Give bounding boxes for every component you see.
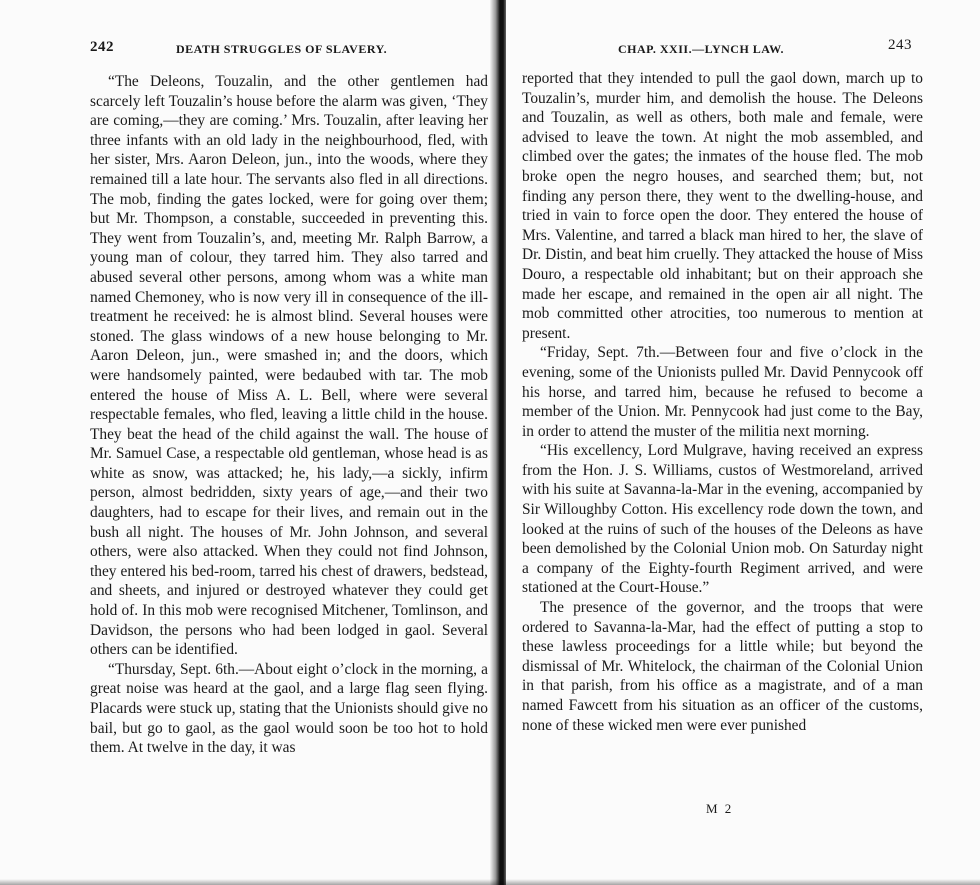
right-continuation-paragraph: reported that they intended to pull the gaol down, march up to Touzalin’s, murder him, and demolish the house. The Deleons and Touzalin, as well as others, both male and female, were advised to leave the town. At night the mob assembled, and climbed over the gates; the inmates of the house fled. The mob broke open the negro houses, and searched them; but, not finding any person there, they went to the dwelling-house, and tried in vain to force open the door. They entered the house of Mrs. Valentine, and tarred a black man hired to her, the slave of Dr. Distin, and beat him cruelly. They attacked the house of Miss Douro, a respectable old inhabitant; but on their approach she made her escape, and remained in the open air all night. The mob committed other atrocities, too numerous to mention at present. (522, 70, 923, 342)
signature-mark: M 2 (706, 801, 734, 816)
right-page-body (522, 69, 923, 735)
left-page-number: 242 (90, 39, 114, 55)
right-paragraph-2: “His excellency, Lord Mulgrave, having received an express from the Hon. J. S. Williams, custos of Westmoreland, arrived with his suite at Savanna-la-Mar in the evening, accompanied by Sir Willoughby Cotton. His excellency rode down the town, and looked at the ruins of such of the houses of the Deleons as have been demolished by the Colonial Union mob. On Saturday night a company of the Eighty-fourth Regiment arrived, and were stationed at the Court-House.” (522, 442, 923, 597)
right-running-head: CHAP. XXII.—LYNCH LAW. (618, 42, 785, 56)
left-page-body (90, 72, 488, 758)
left-running-head: DEATH STRUGGLES OF SLAVERY. (176, 42, 388, 56)
right-page (506, 0, 980, 885)
right-paragraph-1: “Friday, Sept. 7th.—Between four and five o’clock in the evening, some of the Unionists pulled Mr. David Pennycook off his horse, and tarred him, because he refused to become a member of the Union. Mr. Pennycook had just come to the Bay, in order to attend the muster of the militia next morning. (522, 344, 923, 440)
right-page-number: 243 (888, 37, 912, 53)
left-paragraph-1: “The Deleons, Touzalin, and the other gentlemen had scarcely left Touzalin’s house before the alarm was given, ‘They are coming,—they are coming.’ Mrs. Touzalin, after leaving her three infants with an old lady in the neighbourhood, fled, with her sister, Mrs. Aaron Deleon, jun., into the woods, where they remained till a late hour. The servants also fled in all directions. The mob, finding the gates locked, were for going over them; but Mr. Thompson, a constable, succeeded in preventing this. They went from Touzalin’s, and, meeting Mr. Ralph Barrow, a young man of colour, they tarred him. They also tarred and abused several other persons, among whom was a white man named Chemoney, who is now very ill in consequence of the ill-treatment he received: he is almost blind. Several houses were stoned. The glass windows of a new house belonging to Mr. Aaron Deleon, jun., were smashed in; and the doors, which were handsomely painted, were bedaubed with tar. The mob entered the house of Miss A. L. Bell, where were several respectable females, who fled, leaving a little child in the house. They beat the head of the child against the wall. The house of Mr. Samuel Case, a respectable old gentleman, whose head is as white as snow, was attacked; he, his lady,—a sickly, infirm person, almost bedridden, sixty years of age,—and their two daughters, had to escape for their lives, and remain out in the bush all night. The houses of Mr. John Johnson, and several others, were also attacked. When they could not find Johnson, they entered his bed-room, tarred his chest of drawers, bedstead, and sheets, and injured or destroyed whatever they could get hold of. In this mob were recognised Mitchener, Tomlinson, and Davidson, the persons who had been lodged in gaol. Several others can be identified. (90, 73, 488, 659)
page-bottom-edge (0, 879, 980, 885)
right-paragraph-3: The presence of the governor, and the troops that were ordered to Savanna-la-Mar, had the effect of putting a stop to these lawless proceedings for a little while; but beyond the dismissal of Mr. Whitelock, the chairman of the Colonial Union in that parish, from his office as a magistrate, and of a man named Fawcett from his situation as an officer of the customs, none of these wicked men were ever punished (522, 599, 923, 734)
left-paragraph-2: “Thursday, Sept. 6th.—About eight o’clock in the morning, a great noise was heard at the gaol, and a large flag seen flying. Placards were stuck up, stating that the Unionists should give no bail, but go to gaol, as the gaol would soon be too hot to hold them. At twelve in the day, it was (90, 660, 488, 757)
